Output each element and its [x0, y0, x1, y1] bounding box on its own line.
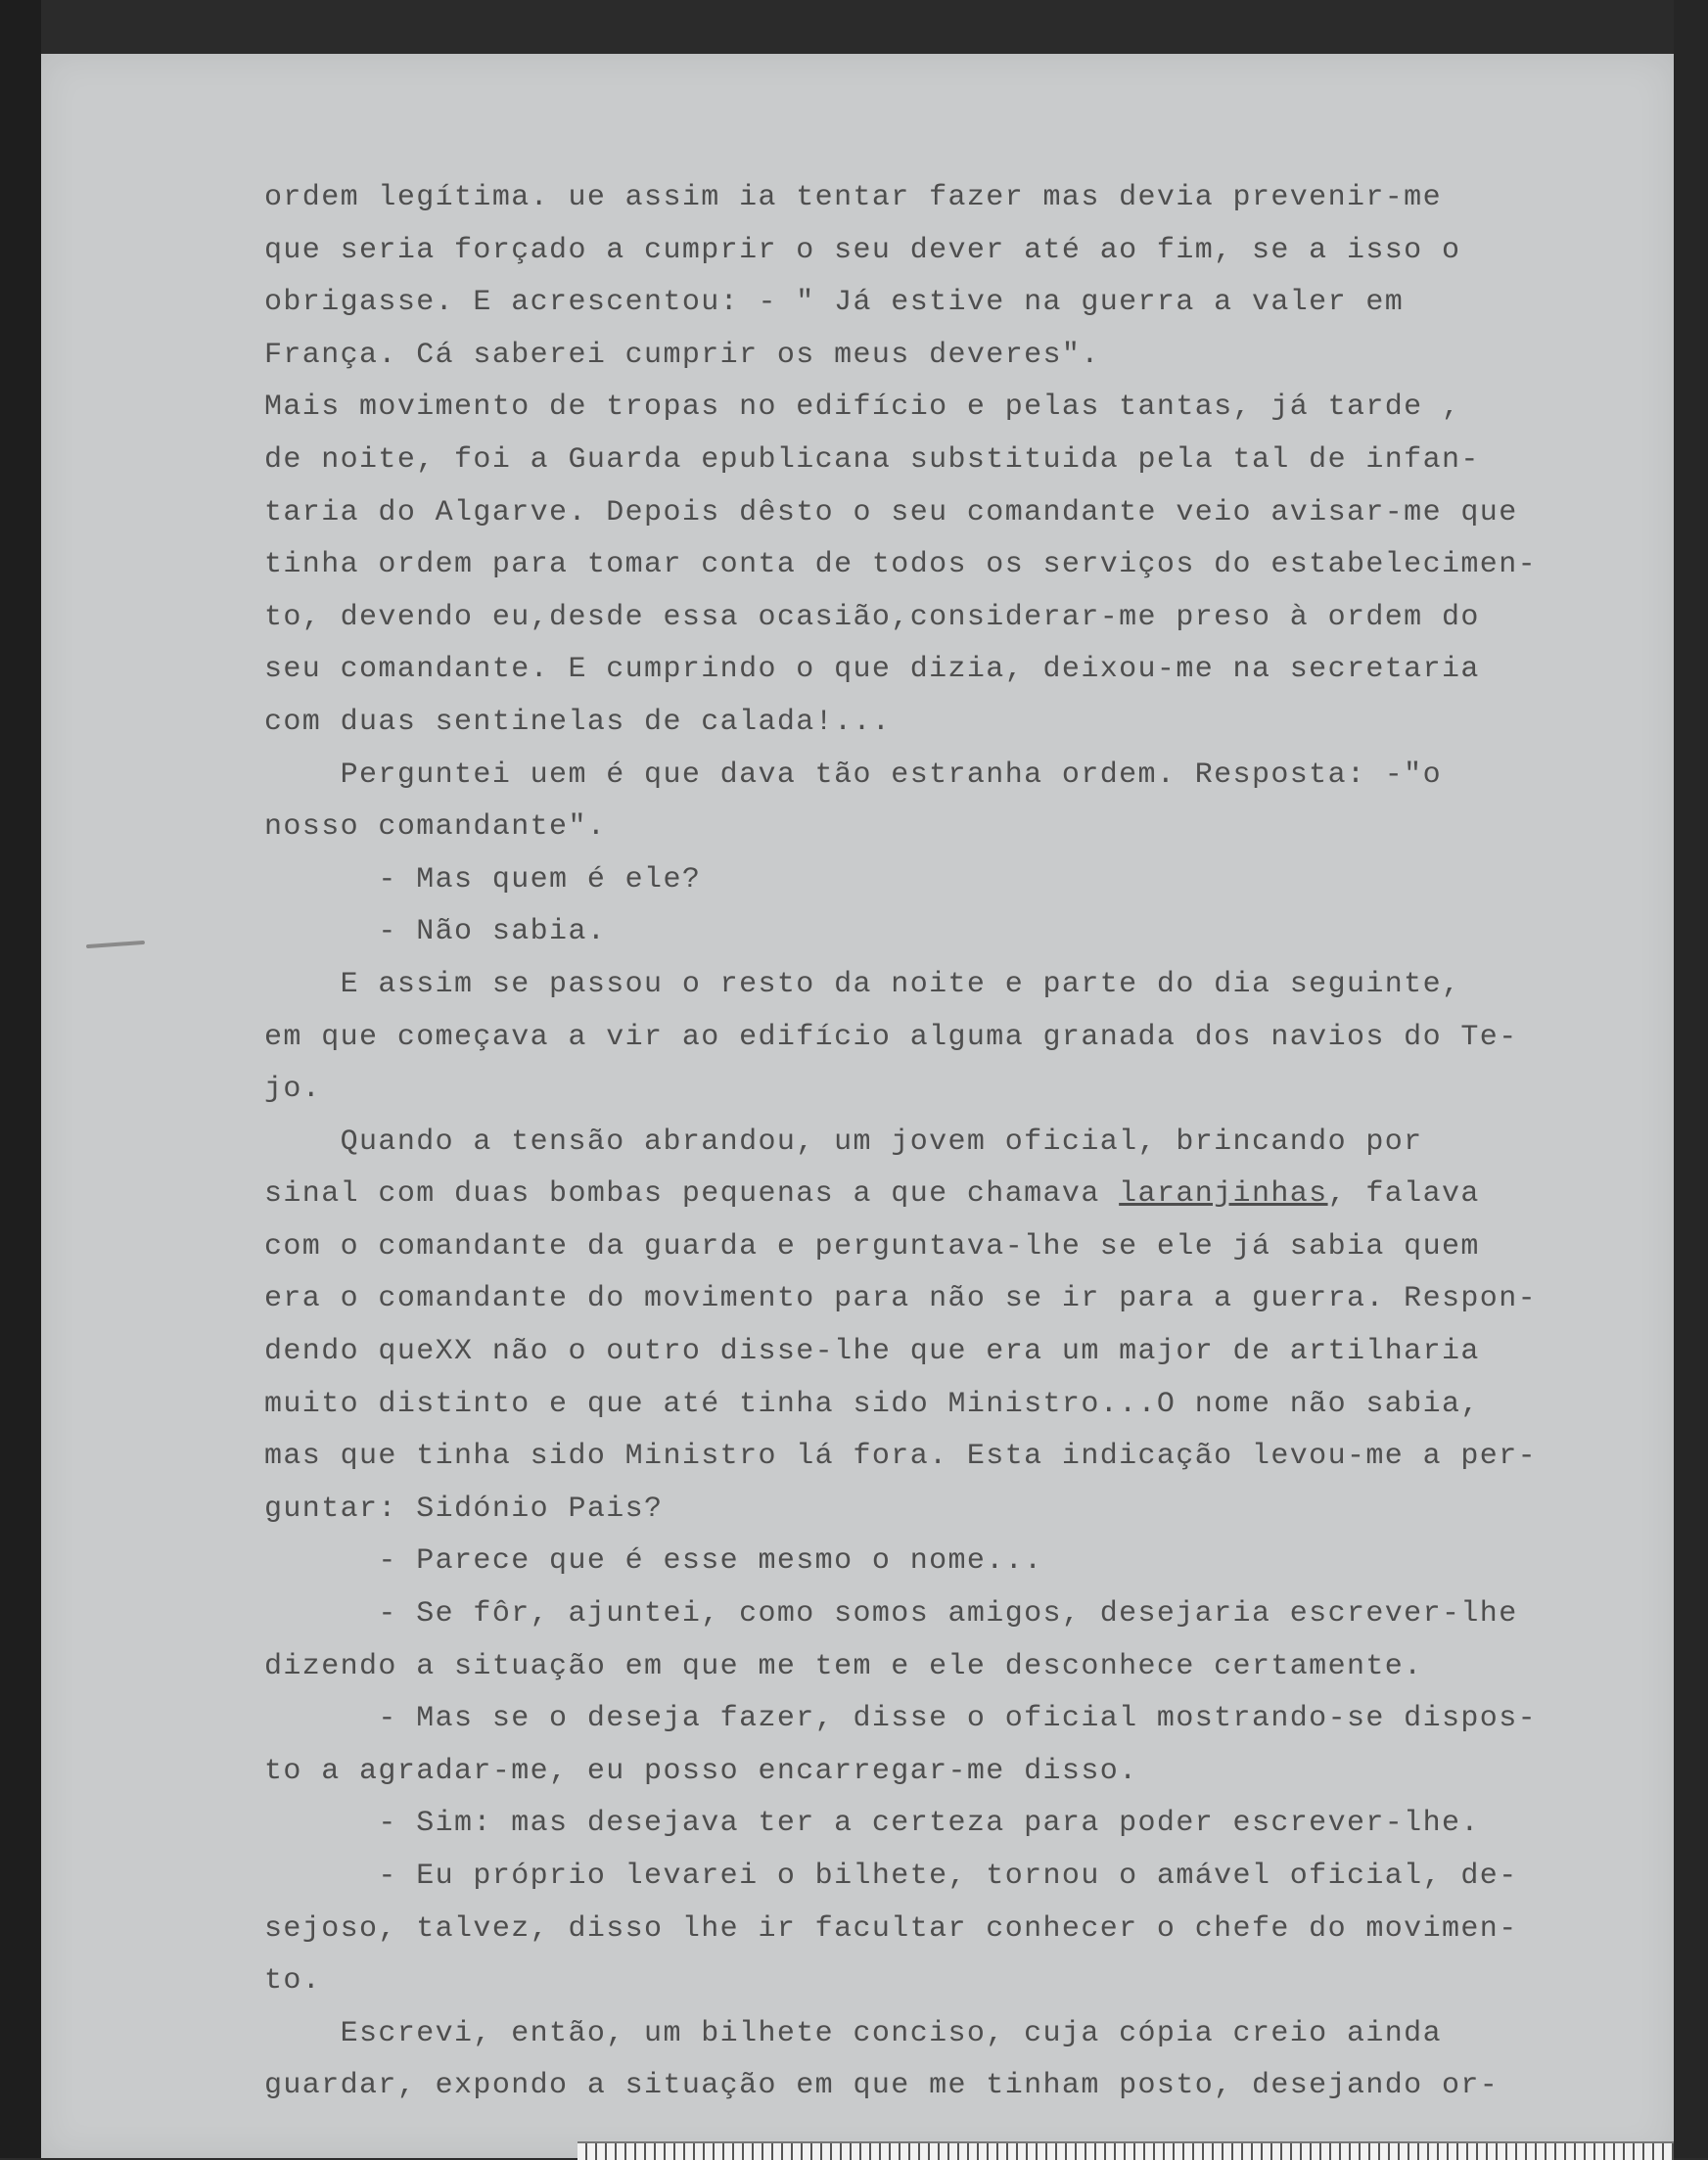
scanner-frame-left [0, 0, 41, 2158]
text-line: to, devendo eu,desde essa ocasião,considerar-me preso à ordem do [264, 600, 1480, 634]
text-line: Perguntei uem é que dava tão estranha ordem. Resposta: -"o [264, 758, 1442, 792]
text-line [264, 1169, 1615, 1221]
underlined-word: laranjinhas [1119, 1177, 1328, 1212]
text-line: to a agradar-me, eu posso encarregar-me disso. [264, 1754, 1138, 1788]
text-line: dendo queXX não o outro disse-lhe que era um major de artilharia [264, 1335, 1480, 1369]
text-line: com duas sentinelas de calada!... [264, 705, 892, 739]
text-line: - Eu próprio levarei o bilhete, tornou o amável oficial, de- [264, 1860, 1518, 1893]
text-line: tinha ordem para tomar conta de todos os serviços do estabelecimen- [264, 548, 1537, 582]
text-line: Quando a tensão abrandou, um jovem oficial, brincando por [264, 1125, 1423, 1159]
text-line: - Se fôr, ajuntei, como somos amigos, desejaria escrever-lhe [264, 1597, 1518, 1631]
text-line: - Mas quem é ele? [264, 862, 702, 896]
text-segment: sinal com duas bombas pequenas a que chamava [264, 1177, 1120, 1212]
text-line: seu comandante. E cumprindo o que dizia, deixou-me na secretaria [264, 653, 1480, 687]
text-line: que seria forçado a cumprir o seu dever até ao fim, se a isso o [264, 233, 1461, 267]
text-line: mas que tinha sido Ministro lá fora. Esta indicação levou-me a per- [264, 1440, 1537, 1474]
text-line: - Mas se o deseja fazer, disse o oficial mostrando-se dispos- [264, 1702, 1537, 1736]
text-line: de noite, foi a Guarda epublicana substituida pela tal de infan- [264, 442, 1480, 477]
text-line: guntar: Sidónio Pais? [264, 1492, 664, 1526]
text-line: Mais movimento de tropas no edifício e pelas tantas, já tarde , [264, 391, 1461, 425]
text-line: E assim se passou o resto da noite e parte do dia seguinte, [264, 967, 1461, 1001]
text-line: to. [264, 1964, 322, 1999]
text-line: França. Cá saberei cumprir os meus deveres". [264, 338, 1100, 372]
text-line: - Sim: mas desejava ter a certeza para poder escrever-lhe. [264, 1807, 1480, 1841]
typewritten-text [264, 172, 1615, 2113]
text-line: Escrevi, então, um bilhete conciso, cuja cópia creio ainda [264, 2016, 1442, 2050]
text-line: obrigasse. E acrescentou: - " Já estive na guerra a valer em [264, 286, 1405, 320]
text-line: sejoso, talvez, disso lhe ir facultar conhecer o chefe do movimen- [264, 1911, 1518, 1946]
text-line: taria do Algarve. Depois dêsto o seu comandante veio avisar-me que [264, 495, 1518, 529]
text-line: dizendo a situação em que me tem e ele desconhece certamente. [264, 1649, 1423, 1683]
text-line: - Parece que é esse mesmo o nome... [264, 1544, 1043, 1579]
text-line: jo. [264, 1073, 322, 1107]
text-line: guardar, expondo a situação em que me tinham posto, desejando or- [264, 2069, 1500, 2103]
text-line: nosso comandante". [264, 810, 607, 845]
text-line: - Não sabia. [264, 915, 607, 949]
scanner-frame-right [1674, 0, 1708, 2158]
scale-ruler [577, 2141, 1674, 2160]
text-line: ordem legítima. ue assim ia tentar fazer mas devia prevenir-me [264, 181, 1442, 214]
text-line: era o comandante do movimento para não se ir para a guerra. Respon- [264, 1282, 1537, 1316]
text-line: em que começava a vir ao edifício alguma granada dos navios do Te- [264, 1020, 1518, 1054]
text-line: muito distinto e que até tinha sido Ministro...O nome não sabia, [264, 1387, 1480, 1421]
text-line: com o comandante da guarda e perguntava-lhe se ele já sabia quem [264, 1229, 1480, 1264]
text-segment: , falava [1327, 1177, 1480, 1212]
